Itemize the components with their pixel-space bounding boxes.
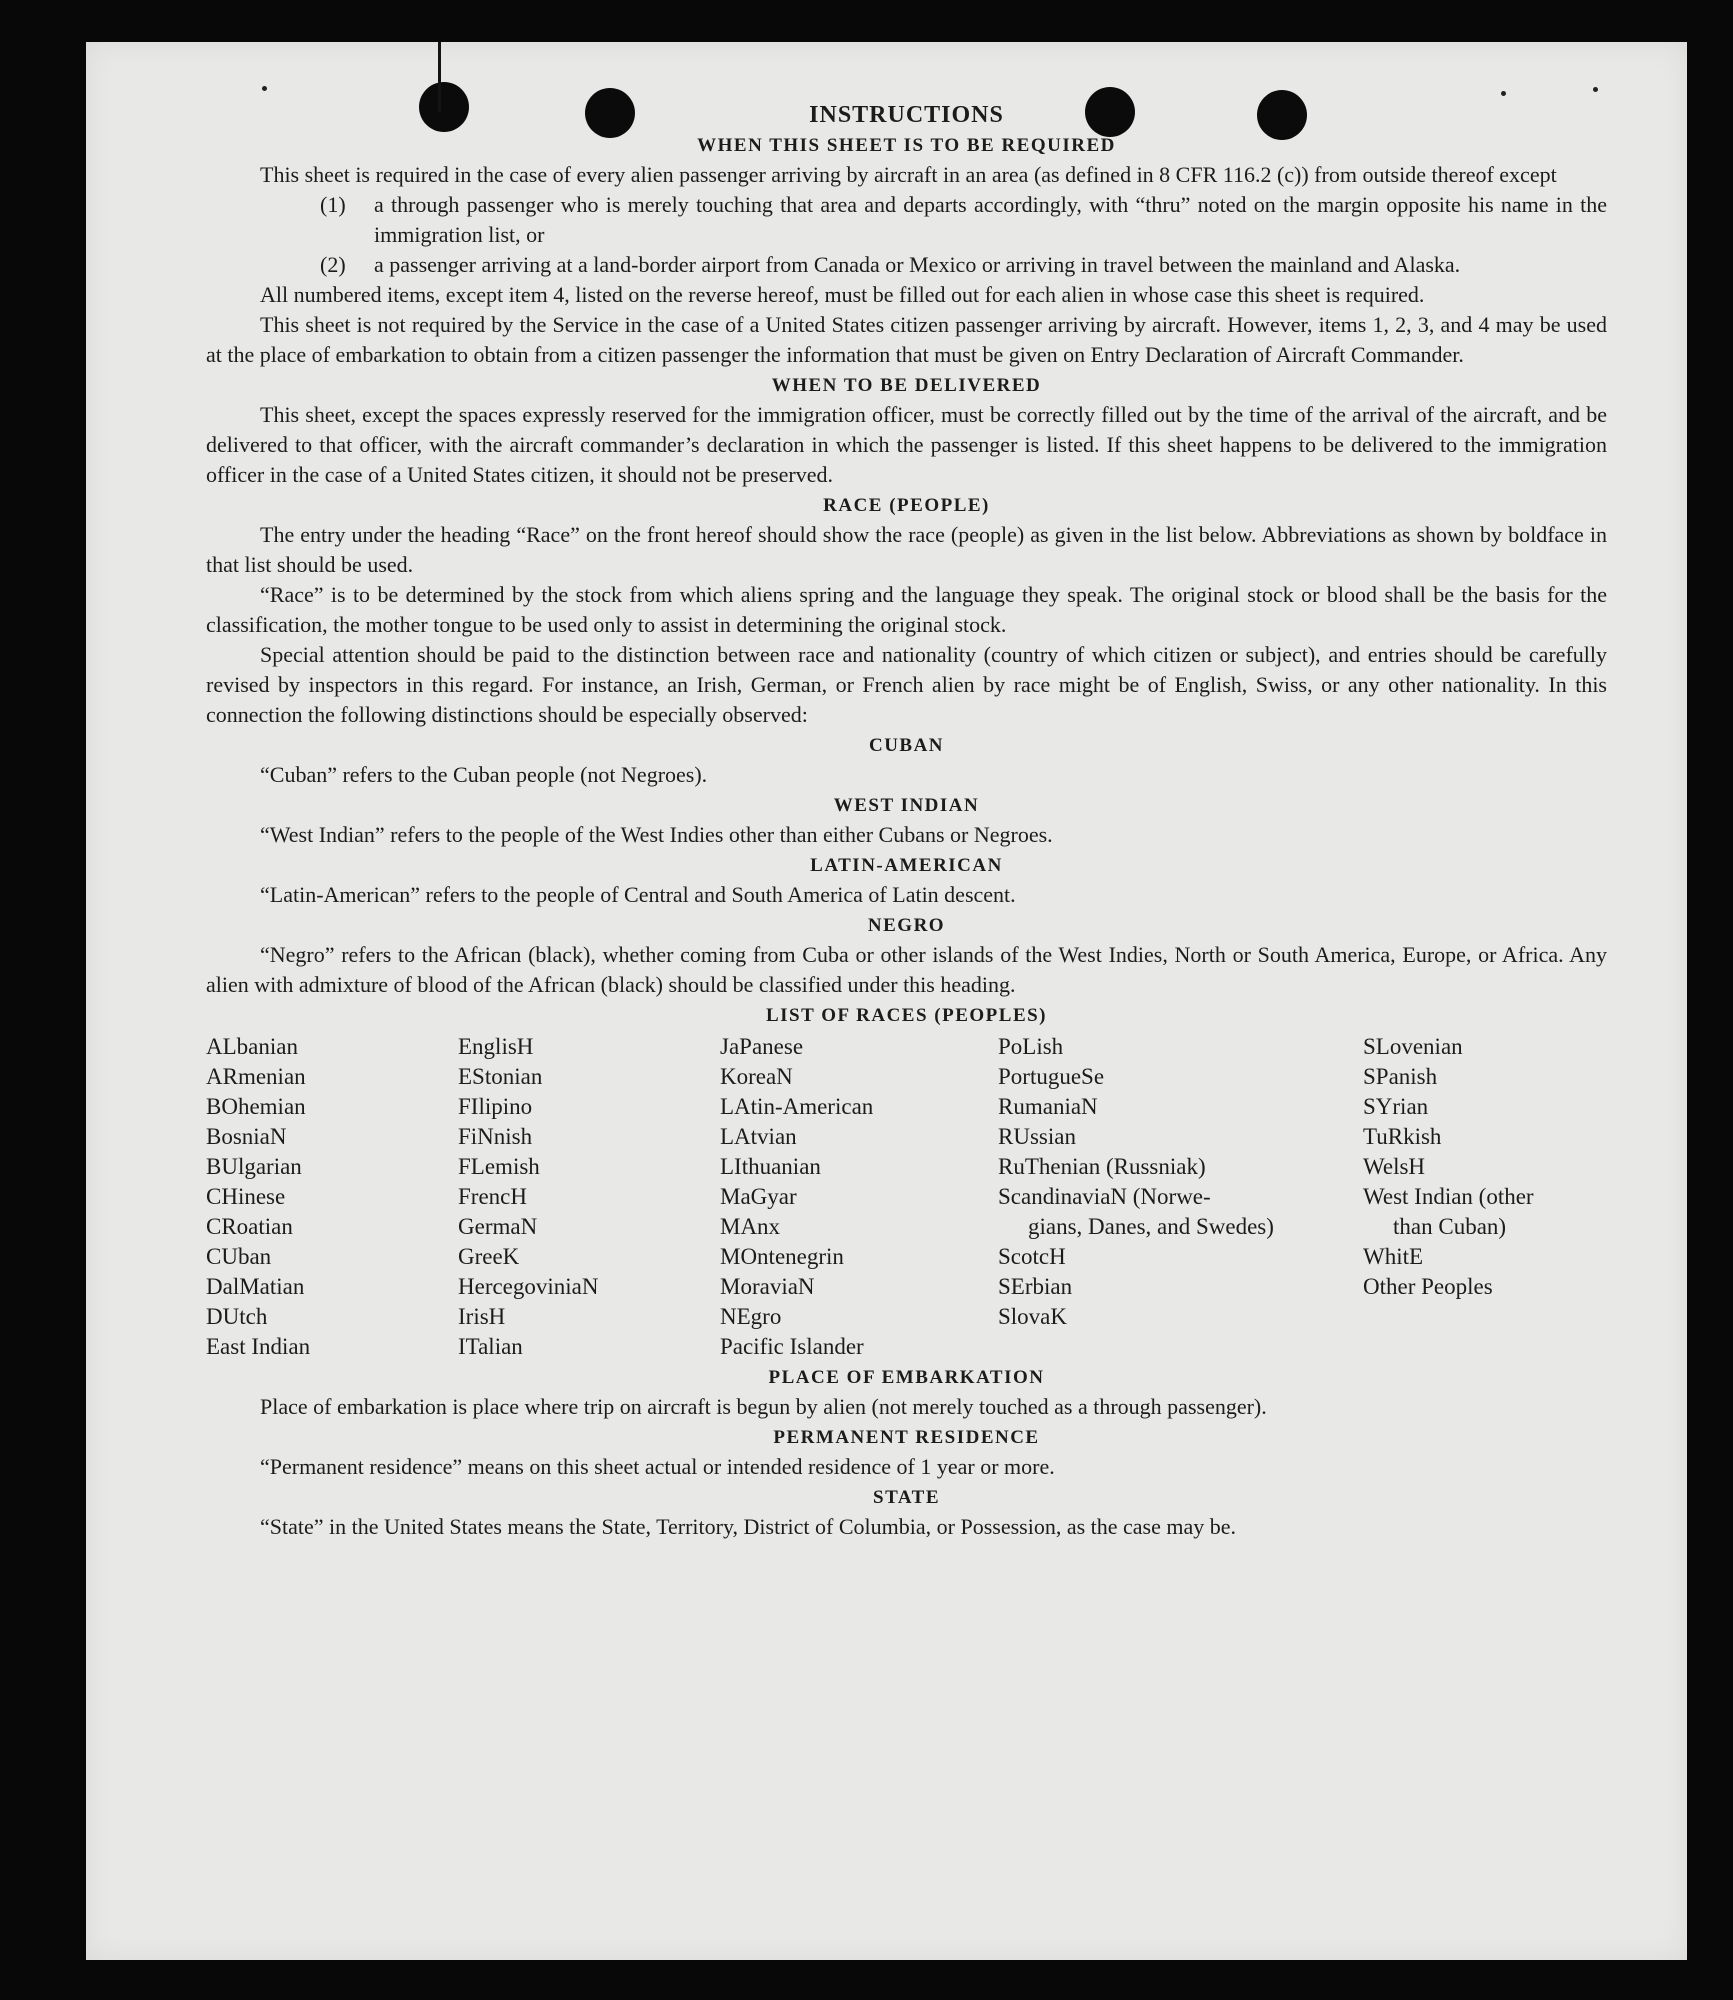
exception-item [206, 250, 1607, 280]
paragraph: This sheet is required in the case of every alien passenger arriving by aircraft in an area (as defined in 8 CFR 116.2 (c)) from outside thereof except [260, 162, 1557, 187]
paragraph: This sheet is not required by the Service in the case of a United States citizen passenger arriving by aircraft. However, items 1, 2, 3, and 4 may be used at the place of embarkation to obtain from a citizen passenger the information that must be given on Entry Declaration of Aircraft Commander. [206, 312, 1607, 367]
race-entry: EStonian [458, 1064, 543, 1089]
race-entry: SPanish [1363, 1064, 1438, 1089]
race-entry: LIthuanian [720, 1154, 821, 1179]
race-entry: RUssian [998, 1124, 1076, 1149]
races-column [206, 1032, 458, 1362]
race-entry: RuThenian (Russniak) [998, 1154, 1206, 1179]
race-entry: GreeK [458, 1244, 520, 1269]
race-entry: GermaN [458, 1214, 538, 1239]
race-entry: LAtvian [720, 1124, 797, 1149]
paragraph: “Permanent residence” means on this sheet actual or intended residence of 1 year or more. [260, 1454, 1055, 1479]
race-entry: East Indian [206, 1334, 311, 1359]
item-number: (2) [320, 252, 346, 277]
races-group [998, 1242, 1363, 1332]
race-entry: KoreaN [720, 1064, 793, 1089]
race-entry: CRoatian [206, 1214, 293, 1239]
race-entry: DUtch [206, 1304, 268, 1329]
race-entry: ARmenian [206, 1064, 306, 1089]
race-entry: SlovaK [998, 1304, 1067, 1329]
race-entry: EnglisH [458, 1034, 534, 1059]
paragraph: “Cuban” refers to the Cuban people (not Negroes). [260, 762, 708, 787]
heading-latin-american: LATIN-AMERICAN [810, 855, 1003, 876]
race-entry: Other Peoples [1363, 1274, 1493, 1299]
instructions-content [206, 100, 1607, 1542]
exception-list [206, 190, 1607, 280]
document-sheet [86, 42, 1687, 1960]
race-entry: FiNnish [458, 1124, 533, 1149]
races-column [998, 1032, 1363, 1362]
race-entry: MOntenegrin [720, 1244, 844, 1269]
paragraph: The entry under the heading “Race” on the front hereof should show the race (people) as given in the list below. Abbreviations as shown by boldface in that list should be used. [206, 522, 1607, 577]
heading-when-required: WHEN THIS SHEET IS TO BE REQUIRED [697, 135, 1116, 156]
race-entry: SErbian [998, 1274, 1073, 1299]
races-group [998, 1032, 1363, 1182]
paragraph: All numbered items, except item 4, listed on the reverse hereof, must be filled out for each alien in whose case this sheet is required. [260, 282, 1425, 307]
heading-negro: NEGRO [867, 915, 946, 936]
race-entry: SYrian [1363, 1094, 1429, 1119]
race-entry: HercegoviniaN [458, 1274, 599, 1299]
races-column [720, 1032, 998, 1362]
race-entry: TuRkish [1363, 1124, 1442, 1149]
heading-when-delivered: WHEN TO BE DELIVERED [771, 375, 1042, 396]
races-column [1363, 1032, 1607, 1362]
paragraph: “West Indian” refers to the people of the West Indies other than either Cubans or Negroes. [260, 822, 1053, 847]
speck-mark [262, 86, 267, 91]
race-entry: IrisH [458, 1304, 506, 1329]
paragraph: “Latin-American” refers to the people of Central and South America of Latin descent. [260, 882, 1016, 907]
race-entry: DalMatian [206, 1274, 305, 1299]
races-group [1363, 1242, 1607, 1302]
heading-state: STATE [873, 1487, 940, 1508]
race-entry-continued: gians, Danes, and Swedes) [1028, 1214, 1274, 1239]
races-list [206, 1032, 1607, 1362]
paragraph: “Negro” refers to the African (black), whether coming from Cuba or other islands of the West Indies, North or South America, Europe, or Africa. Any alien with admixture of blood of the African (black) should be classified under this heading. [206, 942, 1607, 997]
heading-embarkation: PLACE OF EMBARKATION [768, 1367, 1045, 1388]
race-entry: BUlgarian [206, 1154, 302, 1179]
race-entry: MoraviaN [720, 1274, 815, 1299]
speck-mark [1593, 87, 1598, 92]
race-entry: BOhemian [206, 1094, 306, 1119]
race-entry: MAnx [720, 1214, 781, 1239]
item-number: (1) [320, 192, 346, 217]
race-entry: MaGyar [720, 1184, 797, 1209]
race-entry: WelsH [1363, 1154, 1426, 1179]
paragraph: “State” in the United States means the State, Territory, District of Columbia, or Possession, as the case may be. [260, 1514, 1237, 1539]
race-entry: ScandinaviaN (Norwe- [998, 1184, 1211, 1209]
race-entry-continued: than Cuban) [1393, 1214, 1507, 1239]
race-entry: FrencH [458, 1184, 527, 1209]
race-entry: BosniaN [206, 1124, 287, 1149]
race-entry: FLemish [458, 1154, 540, 1179]
races-column [458, 1032, 720, 1362]
race-entry: SLovenian [1363, 1034, 1463, 1059]
paragraph: This sheet, except the spaces expressly reserved for the immigration officer, must be correctly filled out by the time of the arrival of the aircraft, and be delivered to that officer, with the aircraft commander’s declaration in which the passenger is listed. If this sheet happens to be delivered to the immigration officer in the case of a United States citizen, it should not be preserved. [206, 402, 1607, 487]
item-text: a through passenger who is merely touching that area and departs accordingly, with “thru” noted on the margin opposite his name in the immigration list, or [374, 192, 1607, 247]
paragraph: “Race” is to be determined by the stock from which aliens spring and the language they speak. The original stock or blood shall be the basis for the classification, the mother tongue to be used only to assist in determining the original stock. [206, 582, 1607, 637]
race-entry: FIlipino [458, 1094, 533, 1119]
race-entry: PortugueSe [998, 1064, 1105, 1089]
heading-west-indian: WEST INDIAN [833, 795, 980, 816]
paragraph: Place of embarkation is place where trip on aircraft is begun by alien (not merely touched as a through passenger). [260, 1394, 1267, 1419]
race-entry: Pacific Islander [720, 1334, 864, 1359]
race-entry: LAtin-American [720, 1094, 874, 1119]
heading-permanent-residence: PERMANENT RESIDENCE [773, 1427, 1040, 1448]
race-entry: RumaniaN [998, 1094, 1098, 1119]
race-entry: ScotcH [998, 1244, 1066, 1269]
race-entry: CUban [206, 1244, 272, 1269]
exception-item [206, 190, 1607, 250]
race-entry: West Indian (other [1363, 1184, 1534, 1209]
race-entry: JaPanese [720, 1034, 804, 1059]
heading-cuban: CUBAN [868, 735, 945, 756]
race-entry: NEgro [720, 1304, 782, 1329]
item-text: a passenger arriving at a land-border airport from Canada or Mexico or arriving in travel between the mainland and Alaska. [374, 252, 1461, 277]
race-entry: ALbanian [206, 1034, 298, 1059]
races-group [1363, 1032, 1607, 1182]
page-title: INSTRUCTIONS [809, 102, 1004, 128]
race-entry: CHinese [206, 1184, 286, 1209]
heading-race: RACE (PEOPLE) [823, 495, 990, 516]
paragraph: Special attention should be paid to the distinction between race and nationality (country of which citizen or subject), and entries should be carefully revised by inspectors in this regard. For instance, an Irish, German, or French alien by race might be of English, Swiss, or any other nationality. In this connection the following distinctions should be especially observed: [206, 642, 1607, 727]
speck-mark [1501, 91, 1506, 96]
heading-list-of-races: LIST OF RACES (PEOPLES) [765, 1005, 1048, 1026]
race-entry: WhitE [1363, 1244, 1424, 1269]
race-entry: ITalian [458, 1334, 523, 1359]
race-entry: PoLish [998, 1034, 1064, 1059]
